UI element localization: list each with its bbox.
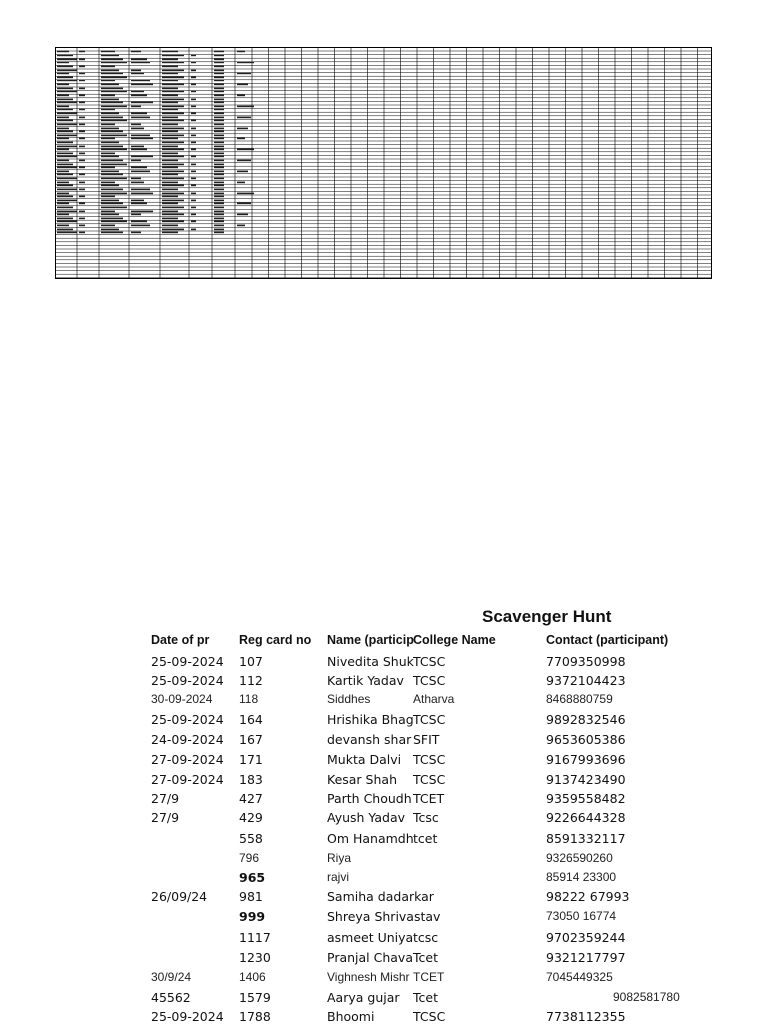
cell-name: Siddhes bbox=[327, 692, 371, 706]
cell-college: tcsc bbox=[413, 930, 439, 945]
cell-college: TCSC bbox=[413, 673, 446, 688]
cell-name: Aarya gujar bbox=[327, 990, 400, 1005]
cell-name: devansh shar bbox=[327, 732, 412, 747]
cell-contact: 9359558482 bbox=[546, 791, 626, 806]
cell-contact: 9892832546 bbox=[546, 712, 626, 727]
cell-reg: 164 bbox=[239, 712, 263, 727]
cell-contact: 7709350998 bbox=[546, 654, 626, 669]
cell-name: Bhoomi bbox=[327, 1009, 375, 1024]
cell-reg: 1579 bbox=[239, 990, 271, 1005]
cell-name: Parth Choudh bbox=[327, 791, 412, 806]
cell-date: 27/9 bbox=[151, 810, 180, 825]
cell-name: Shreya Shrivastav bbox=[327, 909, 441, 924]
cell-college: TCSC bbox=[413, 654, 446, 669]
cell-college: TCSC bbox=[413, 752, 446, 767]
cell-reg: 429 bbox=[239, 810, 263, 825]
cell-name: Om Hanamdh bbox=[327, 831, 414, 846]
cell-name: Vighnesh Mishr bbox=[327, 970, 410, 984]
cell-contact: 9226644328 bbox=[546, 810, 626, 825]
cell-contact: 9321217797 bbox=[546, 950, 626, 965]
cell-date: 25-09-2024 bbox=[151, 673, 224, 688]
cell-college: tcet bbox=[413, 831, 438, 846]
cell-contact: 85914 23300 bbox=[546, 870, 617, 884]
cell-reg: 112 bbox=[239, 673, 263, 688]
cell-name: Riya bbox=[327, 851, 352, 865]
cell-name: Samiha dadarkar bbox=[327, 889, 434, 904]
cell-name: Kesar Shah bbox=[327, 772, 397, 787]
cell-date: 27/9 bbox=[151, 791, 180, 806]
cell-reg: 981 bbox=[239, 889, 263, 904]
cell-reg: 427 bbox=[239, 791, 263, 806]
cell-date: 25-09-2024 bbox=[151, 1009, 224, 1024]
cell-reg: 965 bbox=[239, 870, 266, 885]
cell-contact: 7738112355 bbox=[546, 1009, 626, 1024]
cell-date: 25-09-2024 bbox=[151, 654, 224, 669]
header-name: Name (particip bbox=[327, 633, 414, 647]
cell-date: 25-09-2024 bbox=[151, 712, 224, 727]
cell-contact: 8591332117 bbox=[546, 831, 626, 846]
cell-date: 30-09-2024 bbox=[151, 692, 213, 706]
cell-reg: 999 bbox=[239, 909, 266, 924]
cell-date: 27-09-2024 bbox=[151, 772, 224, 787]
cell-contact: 73050 16774 bbox=[546, 909, 617, 923]
cell-reg: 183 bbox=[239, 772, 263, 787]
cell-name: Ayush Yadav bbox=[327, 810, 405, 825]
cell-contact: 98222 67993 bbox=[546, 889, 630, 904]
cell-reg: 1788 bbox=[239, 1009, 271, 1024]
cell-college: Atharva bbox=[413, 692, 455, 706]
cell-reg: 1230 bbox=[239, 950, 271, 965]
header-date: Date of pr bbox=[151, 633, 210, 647]
cell-college: Tcet bbox=[413, 950, 438, 965]
cell-college: SFIT bbox=[413, 732, 440, 747]
header-reg: Reg card no bbox=[239, 633, 312, 647]
cell-date: 26/09/24 bbox=[151, 889, 208, 904]
cell-contact: 9137423490 bbox=[546, 772, 626, 787]
cell-contact: 9082581780 bbox=[613, 990, 680, 1004]
cell-college: TCSC bbox=[413, 772, 446, 787]
cell-name: Pranjal Chava bbox=[327, 950, 413, 965]
cell-reg: 171 bbox=[239, 752, 263, 767]
cell-contact: 9653605386 bbox=[546, 732, 626, 747]
cell-contact: 9167993696 bbox=[546, 752, 626, 767]
cell-contact: 9702359244 bbox=[546, 930, 626, 945]
cell-date: 24-09-2024 bbox=[151, 732, 224, 747]
header-college: College Name bbox=[413, 633, 496, 647]
cell-college: Tcsc bbox=[413, 810, 439, 825]
cell-contact: 7045449325 bbox=[546, 970, 613, 984]
cell-date: 30/9/24 bbox=[151, 970, 192, 984]
header-contact: Contact (participant) bbox=[546, 633, 669, 647]
sheet-title: Scavenger Hunt bbox=[482, 607, 612, 626]
cell-reg: 1117 bbox=[239, 930, 271, 945]
cell-college: TCET bbox=[413, 791, 445, 806]
cell-college: Tcet bbox=[413, 990, 438, 1005]
cell-reg: 796 bbox=[239, 851, 260, 865]
cell-name: Kartik Yadav bbox=[327, 673, 404, 688]
cell-reg: 1406 bbox=[239, 970, 266, 984]
cell-date: 27-09-2024 bbox=[151, 752, 224, 767]
cell-reg: 107 bbox=[239, 654, 263, 669]
cell-name: Mukta Dalvi bbox=[327, 752, 402, 767]
cell-date: 45562 bbox=[151, 990, 191, 1005]
cell-contact: 8468880759 bbox=[546, 692, 613, 706]
cell-name: asmeet Uniya bbox=[327, 930, 414, 945]
cell-contact: 9372104423 bbox=[546, 673, 626, 688]
sheet-thumbnail bbox=[55, 47, 712, 279]
cell-college: TCSC bbox=[413, 712, 446, 727]
cell-name: Nivedita Shuk bbox=[327, 654, 414, 669]
cell-name: Hrishika Bhag bbox=[327, 712, 414, 727]
cell-reg: 118 bbox=[239, 692, 259, 706]
cell-reg: 167 bbox=[239, 732, 263, 747]
cell-contact: 9326590260 bbox=[546, 851, 613, 865]
cell-name: rajvi bbox=[327, 870, 350, 884]
cell-college: TCSC bbox=[413, 1009, 446, 1024]
cell-reg: 558 bbox=[239, 831, 263, 846]
cell-college: TCET bbox=[413, 970, 445, 984]
